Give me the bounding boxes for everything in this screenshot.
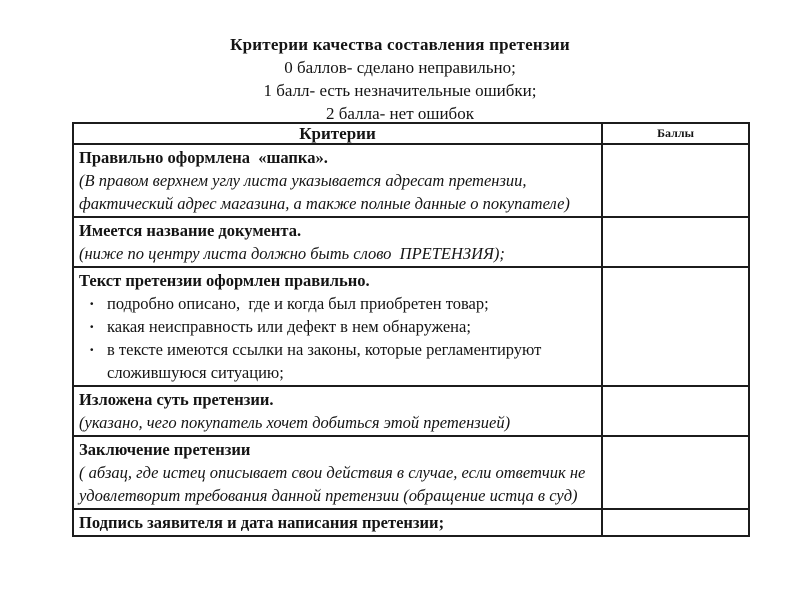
criteria-cell: [73, 436, 602, 509]
criterion-title: Подпись заявителя и дата написания претензии;: [79, 513, 445, 532]
bullet-item: · какая неисправность или дефект в нем обнаружена;: [79, 315, 596, 338]
scoring-rule-1: 1 балл- есть незначительные ошибки;: [263, 81, 537, 100]
criteria-cell: [73, 144, 602, 217]
criterion-title: Заключение претензии: [79, 440, 251, 459]
criteria-cell: [73, 267, 602, 386]
score-cell: [602, 509, 749, 536]
table-header-row: [73, 123, 749, 144]
score-cell: [602, 436, 749, 509]
score-cell: [602, 267, 749, 386]
criteria-column-header: Критерии: [73, 123, 602, 144]
table-row: [73, 509, 749, 536]
criterion-note: ( абзац, где истец описывает свои действия в случае, если ответчик не удовлетворит требования данной претензии (обращение истца в суд): [79, 463, 590, 505]
criteria-cell: [73, 386, 602, 436]
scoring-rule-0: 0 баллов- сделано неправильно;: [284, 58, 516, 77]
criteria-cell: [73, 217, 602, 267]
table-row: [73, 144, 749, 217]
criterion-note: (В правом верхнем углу листа указывается адресат претензии, фактический адрес магазина, а также полные данные о покупателе): [79, 171, 570, 213]
score-cell: [602, 386, 749, 436]
score-cell: [602, 217, 749, 267]
page-title: Критерии качества составления претензии: [230, 35, 570, 54]
score-column-header: Баллы: [602, 123, 749, 144]
table-row: [73, 386, 749, 436]
bullet-item: · подробно описано, где и когда был приобретен товар;: [79, 292, 596, 315]
criteria-cell: [73, 509, 602, 536]
table-row: [73, 436, 749, 509]
criterion-note: (указано, чего покупатель хочет добиться этой претензией): [79, 413, 511, 432]
criterion-bullets: [79, 292, 596, 384]
criterion-title: Изложена суть претензии.: [79, 390, 274, 409]
page-heading: [0, 0, 800, 125]
table-row: [73, 267, 749, 386]
criterion-title: Правильно оформлена «шапка».: [79, 148, 328, 167]
criterion-title: Имеется название документа.: [79, 221, 302, 240]
criteria-table: [72, 122, 750, 537]
table-row: [73, 217, 749, 267]
criterion-note: (ниже по центру листа должно быть слово ПРЕТЕНЗИЯ);: [79, 244, 505, 263]
score-cell: [602, 144, 749, 217]
criterion-title: Текст претензии оформлен правильно.: [79, 271, 370, 290]
scoring-rule-2: 2 балла- нет ошибок: [326, 104, 474, 123]
bullet-item: · в тексте имеются ссылки на законы, которые регламентируют сложившуюся ситуацию;: [79, 338, 596, 384]
